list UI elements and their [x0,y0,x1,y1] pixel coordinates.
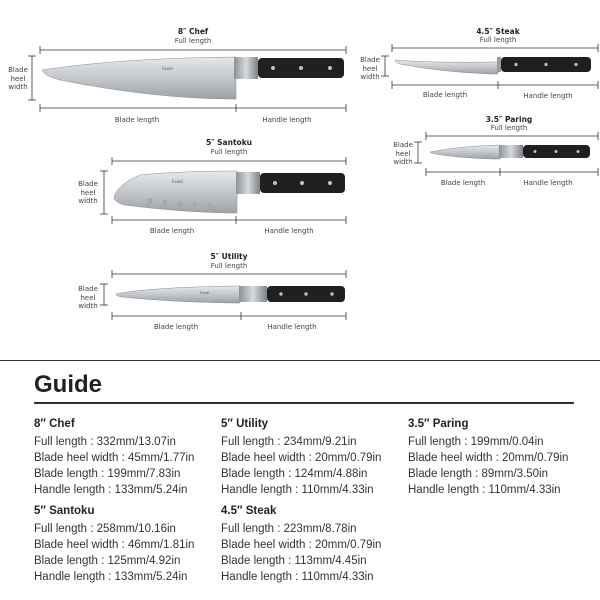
santoku-knife [100,157,346,224]
steak-knife [381,44,598,89]
santoku-heel-label: Blade heel width [78,180,98,205]
santoku-handle-length-label: Handle length [264,227,314,235]
spec-row: Full length : 258mm/10.16in [34,523,176,535]
spec-utility [221,418,401,498]
spec-row: Full length : 223mm/8.78in [221,523,357,535]
spec-row: Handle length : 110mm/4.33in [221,571,374,583]
utility-full-length-label: Full length [210,262,248,270]
spec-row: Handle length : 110mm/4.33in [221,484,374,496]
svg-text:Foodi: Foodi [162,66,173,71]
chef-heel-label: Blade heel width [8,66,28,91]
spec-row: Full length : 332mm/13.07in [34,436,176,448]
chef-knife [28,46,346,112]
utility-handle-length-label: Handle length [267,323,317,331]
spec-utility-name: 5″ Utility [221,418,269,430]
utility-heel-label: Blade heel width [78,285,98,310]
utility-title: 5″ Utility [210,252,248,261]
spec-row: Handle length : 110mm/4.33in [408,484,561,496]
spec-row: Blade length : 199mm/7.83in [34,468,181,480]
spec-chef [34,418,214,498]
spec-row: Blade heel width : 46mm/1.81in [34,539,195,551]
spec-row: Handle length : 133mm/5.24in [34,571,188,583]
chef-full-length-label: Full length [174,37,212,45]
santoku-blade-length-label: Blade length [149,227,195,235]
paring-blade-length-label: Blade length [440,179,486,187]
paring-knife [414,132,598,176]
spec-row: Blade length : 89mm/3.50in [408,468,549,480]
spec-santoku-name: 5″ Santoku [34,505,95,517]
spec-paring [408,418,588,498]
svg-text:Foodi: Foodi [172,179,183,184]
santoku-blade [114,171,237,213]
spec-row: Handle length : 133mm/5.24in [34,484,188,496]
paring-blade [430,145,500,159]
utility-blade [116,286,240,303]
spec-steak [221,505,401,585]
chef-title: 8″ Chef [177,27,209,36]
chef-handle-length-label: Handle length [262,116,312,124]
steak-title: 4.5″ Steak [476,27,520,36]
spec-row: Blade heel width : 20mm/0.79in [221,452,382,464]
paring-heel-label: Blade heel width [393,141,413,166]
spec-row: Blade heel width : 20mm/0.79in [408,452,569,464]
chef-bolster [234,57,258,79]
paring-handle-length-label: Handle length [523,179,573,187]
spec-row: Blade length : 125mm/4.92in [34,555,181,567]
guide-rule [34,402,574,404]
spec-row: Blade heel width : 45mm/1.77in [34,452,195,464]
spec-row: Full length : 199mm/0.04in [408,436,544,448]
spec-row: Blade heel width : 20mm/0.79in [221,539,382,551]
utility-blade-length-label: Blade length [153,323,199,331]
spec-steak-name: 4.5″ Steak [221,505,277,517]
paring-title: 3.5″ Paring [485,115,533,124]
chef-blade-length-label: Blade length [114,116,160,124]
chef-blade [42,57,236,99]
section-divider [0,360,600,361]
steak-blade [395,60,498,74]
guide-title: Guide [34,371,103,398]
spec-row: Blade length : 124mm/4.88in [221,468,368,480]
svg-text:Foodi: Foodi [200,291,210,295]
steak-heel-label: Blade heel width [360,56,380,81]
spec-row: Full length : 234mm/9.21in [221,436,357,448]
santoku-title: 5″ Santoku [205,138,253,147]
steak-handle-length-label: Handle length [523,92,573,100]
steak-full-length-label: Full length [479,36,517,44]
spec-santoku [34,505,214,585]
paring-full-length-label: Full length [490,124,528,132]
spec-row: Blade length : 113mm/4.45in [221,555,367,567]
santoku-full-length-label: Full length [210,148,248,156]
utility-knife [100,270,346,320]
steak-blade-length-label: Blade length [422,91,468,99]
spec-chef-name: 8″ Chef [34,418,75,430]
spec-paring-name: 3.5″ Paring [408,418,469,430]
